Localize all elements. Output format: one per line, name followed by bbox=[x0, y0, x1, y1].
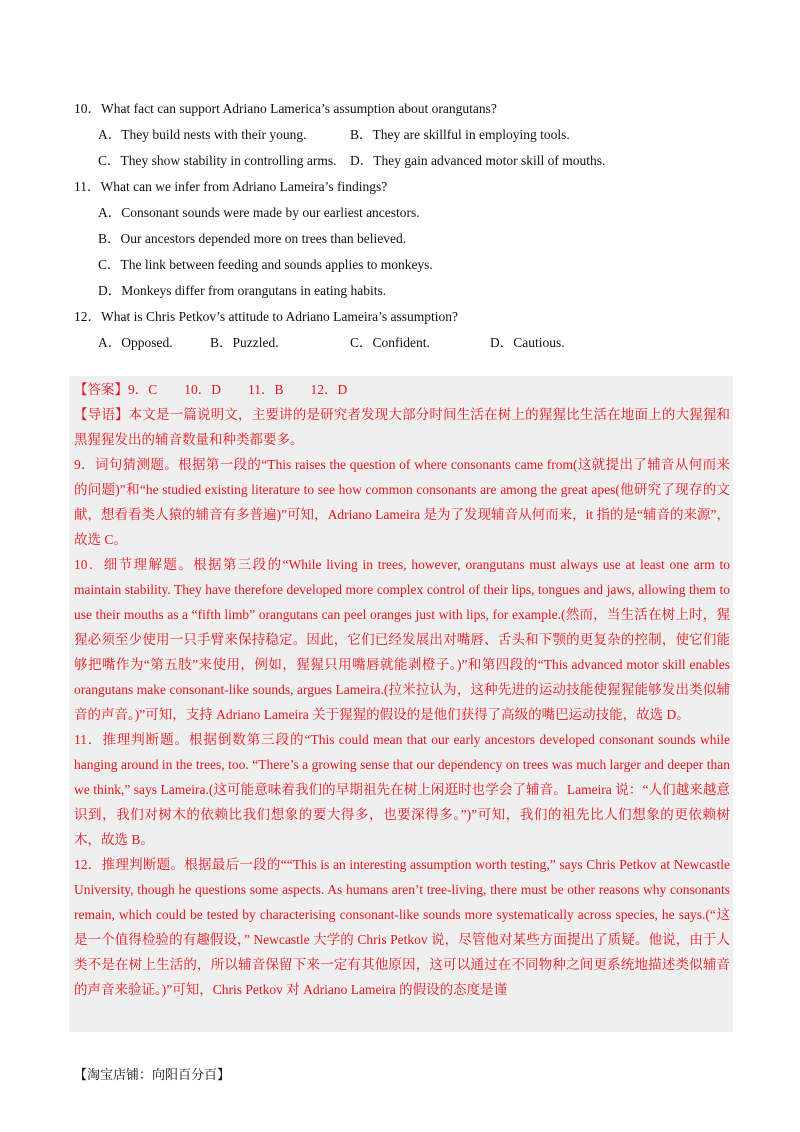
question-12-option-d[interactable]: D．Cautious. bbox=[490, 335, 565, 350]
question-11-option-a[interactable]: A．Consonant sounds were made by our earliest ancestors. bbox=[98, 205, 420, 220]
question-12-option-a[interactable]: A．Opposed. bbox=[98, 335, 173, 350]
question-10-option-row bbox=[74, 122, 734, 148]
question-10-option-d[interactable]: D．They gain advanced motor skill of mouths. bbox=[350, 153, 606, 168]
question-10-option-row bbox=[74, 148, 734, 174]
question-11-option-b[interactable]: B．Our ancestors depended more on trees than believed. bbox=[98, 231, 407, 246]
question-11-option-c[interactable]: C．The link between feeding and sounds applies to monkeys. bbox=[98, 257, 433, 272]
footer-shop-label: 【淘宝店铺：向阳百分百】 bbox=[74, 1067, 231, 1082]
explanation-11: 11．推理判断题。根据倒数第三段的“This could mean that our early ancestors developed consonant sounds while hanging around in the trees, too. “There’s a growing sense that our dependency on trees was much larger and deeper than we think,” says Lameira.(这可能意味着我们的早期祖先在树上闲逛时也学会了辅音。Lameira 说：“人们越来越意识到，我们对树木的依赖比我们想象的要大得多，也要深得多。”)”可知，我们的祖先比人们想象的更依赖树木，故选 B。 bbox=[74, 732, 730, 847]
explanation-9: 9．词句猜测题。根据第一段的“This raises the question of where consonants came from(这就提出了辅音从何而来的问题)”和“he studied existing literature to see how common consonants are among the great apes(他研究了现存的文献，想看看类人猿的辅音有多普遍)”可知，Adriano Lameira 是为了发现辅音从何而来，it 指的是“辅音的来源”，故选 C。 bbox=[74, 457, 730, 547]
question-12-stem: 12．What is Chris Petkov’s attitude to Adriano Lameira’s assumption? bbox=[74, 309, 458, 324]
question-10-option-a[interactable]: A．They build nests with their young. bbox=[98, 127, 307, 142]
question-12-option-c[interactable]: C．Confident. bbox=[350, 335, 430, 350]
question-11-stem: 11．What can we infer from Adriano Lameira’s findings? bbox=[74, 179, 388, 194]
question-11-option-d[interactable]: D．Monkeys differ from orangutans in eating habits. bbox=[98, 283, 387, 298]
answer-guide: 【导语】本文是一篇说明文，主要讲的是研究者发现大部分时间生活在树上的猩猩比生活在地面上的大猩猩和黑猩猩发出的辅音数量和种类都要多。 bbox=[74, 407, 730, 447]
answer-key-line: 【答案】9．C 10．D 11．B 12．D bbox=[74, 382, 348, 397]
question-list bbox=[74, 96, 734, 356]
question-12-option-row bbox=[74, 330, 734, 356]
question-10-stem: 10．What fact can support Adriano Lamerica’s assumption about orangutans? bbox=[74, 101, 497, 116]
question-10-option-b[interactable]: B．They are skillful in employing tools. bbox=[350, 127, 570, 142]
explanation-12: 12．推理判断题。根据最后一段的““This is an interesting assumption worth testing,” says Chris Petkov at Newcastle University, though he questions some aspects. As humans aren’t tree-living, there must be other reasons why consonants remain, which could be tested by characterising consonant-like sounds more systematically across species, he says.(“这是一个值得检验的有趣假设，” Newcastle 大学的 Chris Petkov 说，尽管他对某些方面提出了质疑。他说，由于人类不是在树上生活的，所以辅音保留下来一定有其他原因，这可以通过在不同物种之间更系统地描述类似辅音的声音来验证。)”可知，Chris Petkov 对 Adriano Lameira 的假设的态度是谨 bbox=[74, 857, 730, 997]
question-10-option-c[interactable]: C．They show stability in controlling arms. bbox=[98, 153, 337, 168]
question-12-option-b[interactable]: B．Puzzled. bbox=[210, 335, 279, 350]
answer-panel bbox=[74, 377, 730, 1002]
explanation-10: 10．细节理解题。根据第三段的“While living in trees, however, orangutans must always use at least one arm to maintain stability. They have therefore developed more complex control of their lips, tongues and jaws, allowing them to use their mouths as a “fifth limb” orangutans can peel oranges just with lips, for example.(然而，当生活在树上时，猩猩必须至少使用一只手臂来保持稳定。因此，它们已经发展出对嘴唇、舌头和下颚的更复杂的控制，使它们能够把嘴作为“第五肢”来使用，例如，猩猩只用嘴唇就能剥橙子。)”和第四段的“This advanced motor skill enables orangutans make consonant-like sounds, argues Lameira.(拉米拉认为，这种先进的运动技能使猩猩能够发出类似辅音的声音。)”可知，支持 Adriano Lameira 关于猩猩的假设的是他们获得了高级的嘴巴运动技能，故选 D。 bbox=[74, 557, 730, 722]
